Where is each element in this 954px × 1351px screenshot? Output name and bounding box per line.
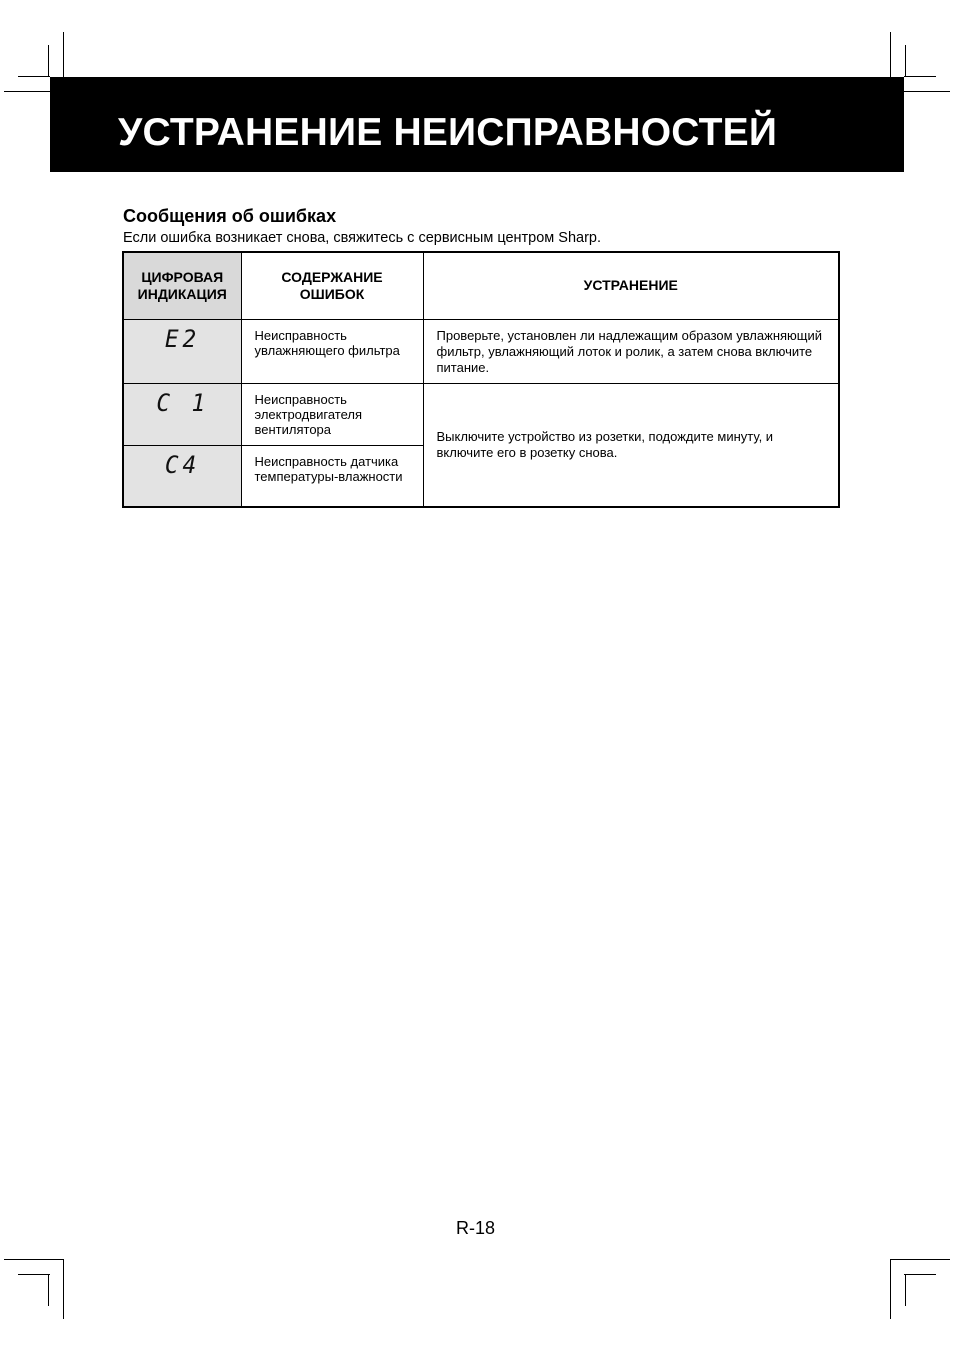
section-intro: Если ошибка возникает снова, свяжитесь с сервисным центром Sharp.	[123, 230, 602, 246]
column-header-display: ЦИФРОВАЯ ИНДИКАЦИЯ	[123, 252, 241, 319]
error-messages-table	[122, 251, 840, 508]
crop-mark-bottom-left-vertical	[63, 1259, 64, 1319]
crop-mark-top-right-horizontal-inner	[904, 76, 936, 77]
column-header-content: СОДЕРЖАНИЕ ОШИБОК	[241, 252, 423, 319]
table-row	[123, 383, 839, 445]
table-row	[123, 319, 839, 383]
crop-mark-bottom-right-vertical	[890, 1259, 891, 1319]
crop-mark-top-left-horizontal-inner	[18, 76, 50, 77]
crop-mark-bottom-right-vertical-inner	[905, 1274, 906, 1306]
error-description: Неисправность увлажняющего фильтра	[241, 319, 423, 383]
table-header-row	[123, 252, 839, 319]
error-remedy: Проверьте, установлен ли надлежащим образом увлажняющий фильтр, увлажняющий лоток и ролик, а затем снова включите питание.	[423, 319, 839, 383]
display-code-cell	[123, 319, 241, 383]
error-code-c4: C4	[164, 450, 200, 479]
section-title: Сообщения об ошибках	[123, 206, 337, 226]
crop-mark-top-right-vertical-inner	[905, 45, 906, 77]
display-code-cell	[123, 445, 241, 507]
error-code-c1: C 1	[155, 388, 209, 417]
column-header-remedy: УСТРАНЕНИЕ	[423, 252, 839, 319]
error-code-e2: E2	[164, 324, 200, 353]
page-title: УСТРАНЕНИЕ НЕИСПРАВНОСТЕЙ	[118, 111, 778, 154]
crop-mark-top-left-vertical-inner	[48, 45, 49, 77]
crop-mark-bottom-left-vertical-inner	[48, 1274, 49, 1306]
crop-mark-bottom-left-horizontal	[4, 1259, 64, 1260]
title-banner	[50, 77, 904, 172]
crop-mark-bottom-right-horizontal	[890, 1259, 950, 1260]
crop-mark-bottom-left-horizontal-inner	[18, 1274, 50, 1275]
error-description: Неисправность датчика температуры-влажности	[241, 445, 423, 507]
page-number: R-18	[456, 1218, 496, 1238]
crop-mark-bottom-right-horizontal-inner	[904, 1274, 936, 1275]
display-code-cell	[123, 383, 241, 445]
error-description: Неисправность электродвигателя вентилятора	[241, 383, 423, 445]
error-remedy-shared: Выключите устройство из розетки, подождите минуту, и включите его в розетку снова.	[423, 383, 839, 507]
